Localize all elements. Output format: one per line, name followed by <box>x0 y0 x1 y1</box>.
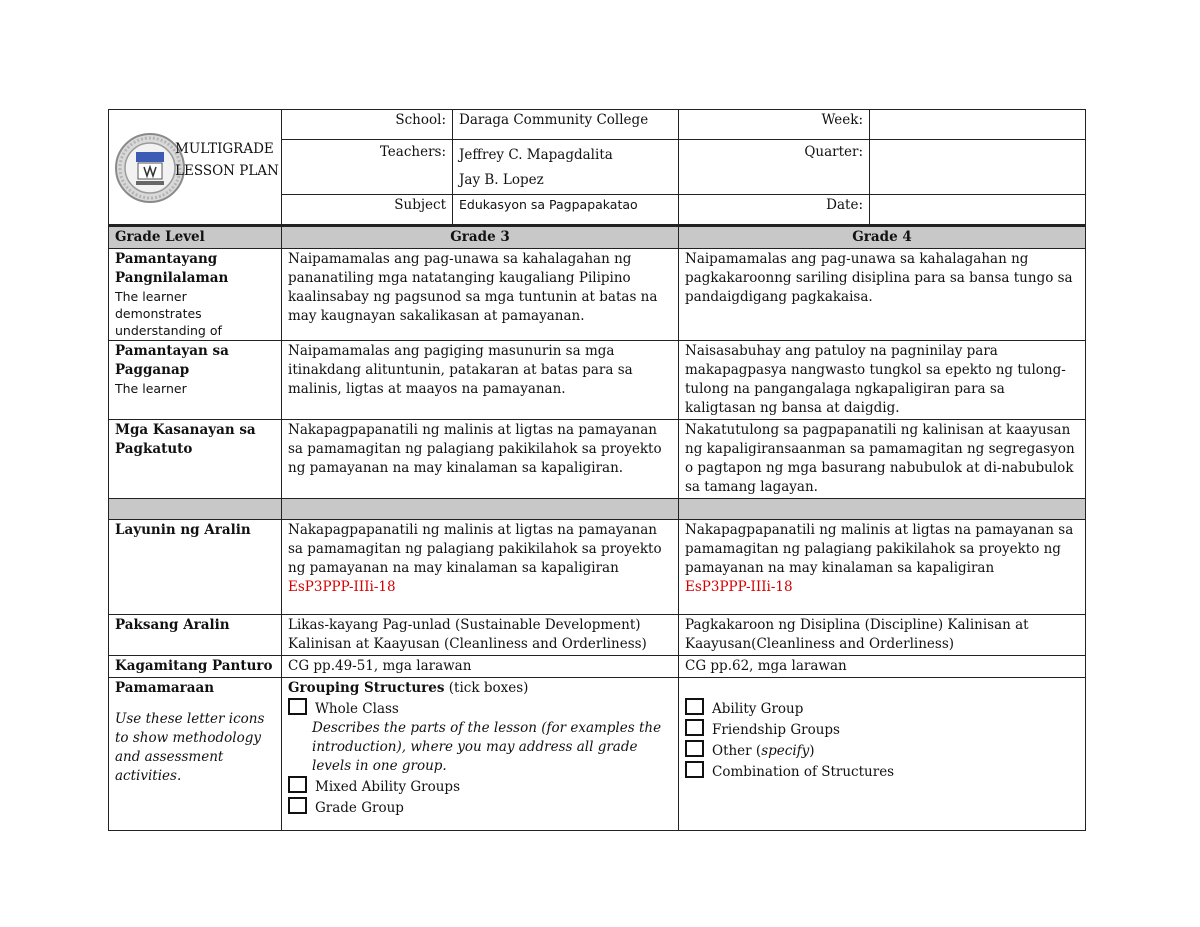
grade-4-header: Grade 4 <box>679 226 1086 249</box>
topic-g3: Likas-kayang Pag-unlad (Sustainable Development) Kalinisan at Kaayusan (Cleanliness and Orderliness) <box>282 615 679 656</box>
content-standard-title: Pamantayang Pangnilalaman <box>115 251 229 286</box>
grouping-left <box>282 678 679 831</box>
subject-label: Subject <box>282 195 453 226</box>
friendship-groups-label: Friendship Groups <box>712 722 840 738</box>
learning-competencies-row <box>109 420 1086 499</box>
content-standard-g3: Naipamamalas ang pag-unawa sa kahalagahan ng pananatiling mga natatanging kaugaliang Pilipino kaalinsabay ng pagsunod sa mga tuntunin at batas na may kaugnayan sakalikasan at pamayanan. <box>282 249 679 341</box>
materials-label <box>109 656 282 678</box>
learning-competencies-title: Mga Kasanayan sa Pagkatuto <box>115 422 256 457</box>
grouping-heading <box>288 679 672 698</box>
grouping-right <box>679 678 1086 831</box>
topic-g4: Pagkakaroon ng Disiplina (Discipline) Kalinisan at Kaayusan(Cleanliness and Orderliness) <box>679 615 1086 656</box>
other-option[interactable] <box>685 740 1079 761</box>
other-specify: specify <box>761 743 810 759</box>
week-value <box>870 110 1086 140</box>
mixed-ability-label: Mixed Ability Groups <box>315 779 460 795</box>
performance-standard-title: Pamantayan sa Pagganap <box>115 343 229 378</box>
topic-title: Paksang Aralin <box>115 617 230 633</box>
objectives-g4-text: Nakapagpapanatili ng malinis at ligtas na pamayanan sa pamamagitan ng palagiang pakikilahok sa proyekto ng pamayanan na may kinalaman sa kapaligiran <box>685 522 1074 576</box>
objectives-title: Layunin ng Aralin <box>115 522 251 538</box>
friendship-groups-checkbox[interactable] <box>685 719 704 736</box>
grade-level-row <box>109 226 1086 249</box>
materials-row <box>109 656 1086 678</box>
other-checkbox[interactable] <box>685 740 704 757</box>
performance-standard-g4: Naisasabuhay ang patuloy na pagninilay para makapagpasya nangwasto tungkol sa epekto ng tulong-tulong na pangangalaga ngkapaligiran para sa kaligtasan ng bansa at daigdig. <box>679 341 1086 420</box>
ability-group-label: Ability Group <box>712 701 804 717</box>
mixed-ability-option[interactable] <box>288 776 672 797</box>
combination-checkbox[interactable] <box>685 761 704 778</box>
learning-competencies-g4: Nakatutulong sa pagpapanatili ng kalinisan at kaayusan ng kapaligiransaanman sa pamamagitan ng segregasyon o pagtapon ng mga basurang nabubulok at di-nabubulok sa tamang lagayan. <box>679 420 1086 499</box>
grade-3-header: Grade 3 <box>282 226 679 249</box>
topic-row <box>109 615 1086 656</box>
ability-group-checkbox[interactable] <box>685 698 704 715</box>
grouping-heading-bold: Grouping Structures <box>288 680 445 696</box>
other-close: ) <box>809 743 815 759</box>
procedure-row <box>109 678 1086 831</box>
teachers-label: Teachers: <box>282 140 453 195</box>
content-standard-g4: Naipamamalas ang pag-unawa sa kahalagahan ng pagkakaroonng sariling disiplina para sa bansa tungo sa pandaigdigang pagkakaisa. <box>679 249 1086 341</box>
content-standard-label <box>109 249 282 341</box>
school-value: Daraga Community College <box>453 110 679 140</box>
whole-class-description: Describes the parts of the lesson (for examples the introduction), where you may address all grade levels in one group. <box>312 720 662 774</box>
performance-standard-g3: Naipamamalas ang pagiging masunurin sa mga itinakdang alituntunin, patakaran at batas para sa malinis, ligtas at maayos na pamayanan. <box>282 341 679 420</box>
mixed-ability-checkbox[interactable] <box>288 776 307 793</box>
date-value <box>870 195 1086 226</box>
grade-group-checkbox[interactable] <box>288 797 307 814</box>
separator-row <box>109 499 1086 520</box>
grade-group-option[interactable] <box>288 797 672 818</box>
lesson-plan-document <box>108 109 1085 831</box>
performance-standard-sub: The learner <box>115 381 187 396</box>
lesson-plan-table <box>108 109 1086 831</box>
materials-g3: CG pp.49-51, mga larawan <box>282 656 679 678</box>
logo-cell <box>109 110 282 226</box>
plan-title-line2: LESSON PLAN <box>175 163 279 179</box>
date-label: Date: <box>679 195 870 226</box>
teacher-2: Jay B. Lopez <box>459 172 544 188</box>
learning-competencies-label <box>109 420 282 499</box>
objectives-label <box>109 520 282 615</box>
objectives-g4-code: EsP3PPP-IIIi-18 <box>685 579 793 595</box>
header-row-school <box>109 110 1086 140</box>
quarter-value <box>870 140 1086 195</box>
performance-standard-row <box>109 341 1086 420</box>
school-label: School: <box>282 110 453 140</box>
procedure-title: Pamamaraan <box>115 680 215 696</box>
procedure-label <box>109 678 282 831</box>
grouping-heading-rest: (tick boxes) <box>444 680 529 696</box>
learning-competencies-g3: Nakapagpapanatili ng malinis at ligtas na pamayanan sa pamamagitan ng palagiang pakikilahok sa proyekto ng pamayanan na may kinalaman sa kapaligiran. <box>282 420 679 499</box>
grade-level-label: Grade Level <box>109 226 282 249</box>
combination-label: Combination of Structures <box>712 764 895 780</box>
objectives-g3-text: Nakapagpapanatili ng malinis at ligtas na pamayanan sa pamamagitan ng palagiang pakikilahok sa proyekto ng pamayanan na may kinalaman sa kapaligiran <box>288 522 662 576</box>
whole-class-label: Whole Class <box>315 701 399 717</box>
objectives-row <box>109 520 1086 615</box>
objectives-g3 <box>282 520 679 615</box>
materials-title: Kagamitang Panturo <box>115 658 273 674</box>
procedure-note: Use these letter icons to show methodology and assessment activities. <box>115 711 265 784</box>
plan-title-line1: MULTIGRADE <box>175 141 274 157</box>
whole-class-option[interactable] <box>288 698 672 719</box>
plan-title <box>175 138 279 182</box>
topic-label <box>109 615 282 656</box>
teacher-1: Jeffrey C. Mapagdalita <box>459 147 613 163</box>
week-label: Week: <box>679 110 870 140</box>
combination-option[interactable] <box>685 761 1079 782</box>
subject-value: Edukasyon sa Pagpapakatao <box>453 195 679 226</box>
content-standard-sub: The learner demonstrates understanding of <box>115 289 222 338</box>
grade-group-label: Grade Group <box>315 800 404 816</box>
objectives-g4 <box>679 520 1086 615</box>
whole-class-checkbox[interactable] <box>288 698 307 715</box>
materials-g4: CG pp.62, mga larawan <box>679 656 1086 678</box>
ability-group-option[interactable] <box>685 698 1079 719</box>
teachers-value <box>453 140 679 195</box>
other-label: Other ( <box>712 743 762 759</box>
quarter-label: Quarter: <box>679 140 870 195</box>
friendship-groups-option[interactable] <box>685 719 1079 740</box>
content-standard-row <box>109 249 1086 341</box>
performance-standard-label <box>109 341 282 420</box>
objectives-g3-code: EsP3PPP-IIIi-18 <box>288 579 396 595</box>
